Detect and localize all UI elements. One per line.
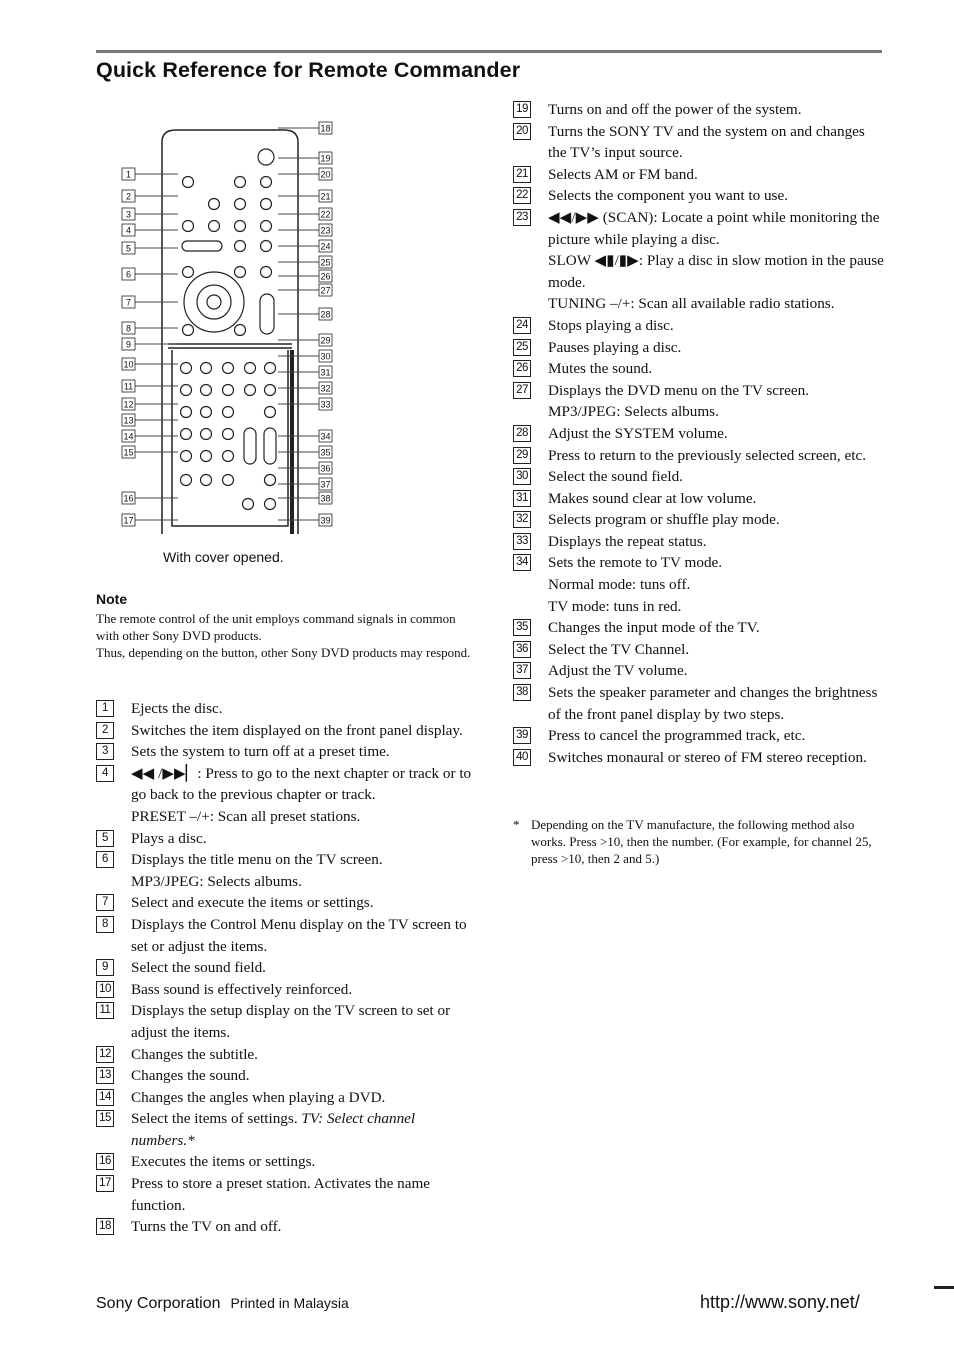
remote-button [235, 241, 246, 252]
item-number-box: 19 [513, 101, 531, 118]
callout-label: 9 [125, 339, 132, 350]
reference-item [96, 1108, 472, 1151]
item-description [548, 358, 885, 380]
callout-label: 23 [320, 225, 331, 236]
item-description-line: PRESET –/+: Scan all preset stations. [131, 807, 361, 825]
item-description-line: Select and execute the items or settings. [131, 894, 374, 912]
item-description [548, 725, 885, 747]
remote-button [201, 429, 212, 440]
remote-button [223, 475, 234, 486]
remote-button [181, 429, 192, 440]
footer-company-block [96, 1295, 349, 1313]
item-description-line: Press to store a preset station. Activates the name function. [131, 1175, 431, 1214]
reference-item [96, 1087, 472, 1109]
callout-label: 30 [320, 351, 331, 362]
callout-label: 36 [320, 463, 331, 474]
remote-illustration [118, 114, 340, 542]
reference-item [96, 849, 472, 892]
callout-label: 22 [320, 209, 331, 220]
item-number-box: 29 [513, 447, 531, 464]
reference-item [96, 1173, 472, 1216]
volume-rocker [260, 294, 274, 334]
item-description [131, 957, 472, 979]
reference-item [513, 185, 885, 207]
reference-item [513, 682, 885, 725]
remote-button [223, 451, 234, 462]
item-number-box: 6 [96, 851, 114, 868]
item-number-box: 7 [96, 894, 114, 911]
tv-volume-rocker [264, 428, 276, 464]
item-number-box: 4 [96, 765, 114, 782]
edge-mark [934, 1286, 954, 1289]
item-number-box: 11 [96, 1002, 114, 1019]
item-number-box: 15 [96, 1110, 114, 1127]
item-description-line: Makes sound clear at low volume. [548, 489, 757, 507]
item-number-box: 13 [96, 1067, 114, 1084]
reference-item [513, 531, 885, 553]
reference-list-right [513, 99, 885, 768]
remote-button [261, 241, 272, 252]
reference-list-left [96, 698, 472, 1238]
enter-button [207, 295, 221, 309]
item-number-box: 23 [513, 209, 531, 226]
item-description-line: Displays the Control Menu display on the TV screen to set or adjust the items. [131, 915, 467, 955]
item-description [131, 1000, 472, 1043]
item-description-line: SLOW ◀▮/▮▶: Play a disc in slow motion in the pause mode. [548, 252, 884, 291]
item-number-box: 35 [513, 619, 531, 636]
remote-button [181, 451, 192, 462]
item-number-box: 14 [96, 1089, 114, 1106]
item-description-line: Turns the TV on and off. [131, 1218, 282, 1236]
note-line: Thus, depending on the button, other Sony DVD products may respond. [96, 645, 471, 660]
item-description [548, 617, 885, 639]
remote-button [265, 385, 276, 396]
item-description [548, 164, 885, 186]
item-number-box: 24 [513, 317, 531, 334]
callout-label: 10 [123, 359, 134, 370]
remote-button [261, 199, 272, 210]
item-description [131, 914, 472, 957]
callout-label: 26 [320, 271, 331, 282]
item-number-box: 21 [513, 166, 531, 183]
item-description-line: ◀◀ /▶▶▏: Press to go to the next chapter or track or to go back to the previous chapter or track. [131, 764, 472, 804]
item-description [548, 423, 885, 445]
item-description-line: Select the sound field. [548, 468, 683, 486]
remote-button [181, 363, 192, 374]
item-number-box: 37 [513, 662, 531, 679]
item-description-line: Executes the items or settings. [131, 1153, 316, 1171]
reference-item [513, 617, 885, 639]
item-number-box: 32 [513, 511, 531, 528]
item-description [548, 315, 885, 337]
item-description [548, 99, 885, 121]
reference-item [513, 207, 885, 315]
item-number-box: 27 [513, 382, 531, 399]
item-number-box: 25 [513, 339, 531, 356]
item-number-box: 1 [96, 700, 114, 717]
remote-button [209, 199, 220, 210]
item-number-box: 30 [513, 468, 531, 485]
remote-button [201, 385, 212, 396]
item-description-line: Selects program or shuffle play mode. [548, 511, 780, 529]
item-number-box: 2 [96, 722, 114, 739]
reference-item [513, 315, 885, 337]
item-number-box: 40 [513, 749, 531, 766]
item-description-line: Stops playing a disc. [548, 316, 674, 334]
item-description [131, 1044, 472, 1066]
remote-button [181, 475, 192, 486]
callout-label: 2 [125, 191, 132, 202]
item-description-italic: TV: Select channel numbers.* [131, 1110, 416, 1149]
remote-button [265, 407, 276, 418]
remote-button [258, 149, 274, 165]
item-description-line: Displays the repeat status. [548, 532, 707, 550]
reference-item [513, 747, 885, 769]
item-number-box: 34 [513, 554, 531, 571]
callout-label: 7 [125, 297, 132, 308]
item-number-box: 12 [96, 1046, 114, 1063]
remote-button [245, 363, 256, 374]
page-title: Quick Reference for Remote Commander [96, 58, 521, 82]
callout-label: 25 [320, 257, 331, 268]
item-number-box: 28 [513, 425, 531, 442]
remote-button [261, 177, 272, 188]
footnote-mark: * [513, 817, 520, 832]
remote-button [183, 267, 194, 278]
item-description [131, 1173, 472, 1216]
footnote [513, 816, 885, 867]
callout-label: 17 [123, 515, 134, 526]
callout-label: 15 [123, 447, 134, 458]
item-description-line: Displays the setup display on the TV screen to set or adjust the items. [131, 1002, 451, 1041]
item-description-line: Normal mode: tuns off. [548, 576, 691, 594]
item-description [131, 1151, 472, 1173]
item-description [548, 488, 885, 510]
remote-button [201, 363, 212, 374]
item-description [548, 509, 885, 531]
reference-item [513, 164, 885, 186]
callout-label: 4 [125, 225, 132, 236]
reference-item [513, 488, 885, 510]
item-description [131, 1087, 472, 1109]
item-description-line: ◀◀/▶▶ (SCAN): Locate a point while monitoring the picture while playing a disc. [548, 208, 880, 248]
item-description [131, 741, 472, 763]
reference-item [96, 720, 472, 742]
reference-item [96, 979, 472, 1001]
callout-label: 8 [125, 323, 132, 334]
remote-button [261, 267, 272, 278]
remote-button [183, 177, 194, 188]
item-number-box: 18 [96, 1218, 114, 1235]
reference-item [96, 828, 472, 850]
reference-item [96, 763, 472, 828]
callout-label: 31 [320, 367, 331, 378]
item-description-line: Changes the sound. [131, 1067, 250, 1085]
item-description-line: Pauses playing a disc. [548, 338, 682, 356]
remote-buttons [181, 149, 277, 510]
item-description [131, 1216, 472, 1238]
item-number-box: 20 [513, 123, 531, 140]
item-description-line: Changes the input mode of the TV. [548, 619, 760, 637]
remote-button [223, 429, 234, 440]
remote-button [235, 325, 246, 336]
remote-button [265, 475, 276, 486]
item-number-box: 31 [513, 490, 531, 507]
item-number-box: 38 [513, 684, 531, 701]
item-description [131, 892, 472, 914]
item-description [131, 763, 472, 828]
remote-button [243, 499, 254, 510]
remote-button [245, 385, 256, 396]
item-description-line: Mutes the sound. [548, 360, 653, 378]
item-description-line: Adjust the SYSTEM volume. [548, 424, 728, 442]
item-description [131, 720, 472, 742]
reference-item [513, 423, 885, 445]
item-description-line: Select the items of settings. [131, 1110, 302, 1128]
reference-item [513, 445, 885, 467]
item-description [548, 682, 885, 725]
item-number-box: 10 [96, 981, 114, 998]
item-description [131, 1108, 472, 1151]
item-description [548, 121, 885, 164]
remote-button [261, 221, 272, 232]
callout-label: 5 [125, 243, 132, 254]
remote-button [201, 451, 212, 462]
item-description-line: TV mode: tuns in red. [548, 597, 682, 615]
reference-item [96, 957, 472, 979]
remote-button [201, 407, 212, 418]
item-description-line: Ejects the disc. [131, 700, 223, 717]
footer-printed: Printed in Malaysia [230, 1295, 349, 1311]
note-line: The remote control of the unit employs command signals in common with other Sony DVD products. [96, 611, 456, 643]
item-number-box: 36 [513, 641, 531, 658]
reference-item [96, 1151, 472, 1173]
item-number-box: 17 [96, 1175, 114, 1192]
callout-label: 14 [123, 431, 134, 442]
footnote-text: Depending on the TV manufacture, the following method also works. Press >10, then the number. (For example, for channel 25, press >10, then 2 and 5.) [531, 817, 872, 866]
callout-label: 21 [320, 191, 331, 202]
reference-item [96, 1216, 472, 1238]
item-description-line: Selects AM or FM band. [548, 165, 698, 183]
item-description [131, 698, 472, 720]
item-description-line: Changes the subtitle. [131, 1045, 258, 1063]
item-number-box: 33 [513, 533, 531, 550]
callout-label: 18 [320, 123, 331, 134]
callout-label: 3 [125, 209, 132, 220]
figure-caption: With cover opened. [163, 549, 284, 565]
callout-label: 1 [125, 169, 132, 180]
callout-label: 37 [320, 479, 331, 490]
remote-button [201, 475, 212, 486]
remote-button [183, 325, 194, 336]
callout-label: 6 [125, 269, 132, 280]
reference-item [513, 725, 885, 747]
remote-button [235, 199, 246, 210]
item-description [548, 466, 885, 488]
item-number-box: 5 [96, 830, 114, 847]
item-description-line: Displays the title menu on the TV screen. [131, 851, 383, 869]
item-description-line: Select the sound field. [131, 959, 266, 977]
item-number-box: 9 [96, 959, 114, 976]
item-description-line: Adjust the TV volume. [548, 662, 688, 680]
item-description-line: Switches the item displayed on the front panel display. [131, 721, 463, 739]
reference-item [513, 121, 885, 164]
item-description [548, 337, 885, 359]
item-description-line: MP3/JPEG: Selects albums. [131, 872, 302, 890]
item-number-box: 16 [96, 1153, 114, 1170]
callout-label: 27 [320, 285, 331, 296]
reference-item [96, 1044, 472, 1066]
reference-item [513, 466, 885, 488]
item-description-line: Changes the angles when playing a DVD. [131, 1088, 386, 1106]
channel-rocker [244, 428, 256, 464]
remote-button [181, 407, 192, 418]
callout-label: 34 [320, 431, 331, 442]
item-description-line: TUNING –/+: Scan all available radio stations. [548, 295, 835, 313]
reference-item [513, 639, 885, 661]
callout-label: 13 [123, 415, 134, 426]
reference-item [513, 337, 885, 359]
remote-button [223, 407, 234, 418]
item-description-line: Press to return to the previously selected screen, etc. [548, 446, 866, 464]
remote-button [181, 385, 192, 396]
item-description [131, 979, 472, 1001]
play-button [182, 241, 222, 251]
reference-item [96, 1065, 472, 1087]
item-description [131, 1065, 472, 1087]
reference-item [96, 914, 472, 957]
callout-label: 39 [320, 515, 331, 526]
callout-label: 33 [320, 399, 331, 410]
item-description-line: Select the TV Channel. [548, 640, 690, 658]
callout-label: 24 [320, 241, 331, 252]
item-description [548, 531, 885, 553]
remote-button [235, 221, 246, 232]
callout-label: 29 [320, 335, 331, 346]
reference-item [513, 380, 885, 423]
footer-url: http://www.sony.net/ [700, 1292, 860, 1312]
reference-item [96, 1000, 472, 1043]
item-description-line: Sets the speaker parameter and changes the brightness of the front panel display by two steps. [548, 684, 878, 723]
callout-label: 35 [320, 447, 331, 458]
reference-item [513, 660, 885, 682]
callout-label: 32 [320, 383, 331, 394]
callout-label: 38 [320, 493, 331, 504]
reference-item [513, 552, 885, 617]
reference-item [513, 509, 885, 531]
item-description [548, 445, 885, 467]
item-description [548, 207, 885, 315]
callout-label: 12 [123, 399, 134, 410]
item-description [131, 849, 472, 892]
item-description-line: Displays the DVD menu on the TV screen. [548, 381, 809, 399]
item-description-line: Selects the component you want to use. [548, 187, 788, 205]
callout-label: 28 [320, 309, 331, 320]
item-description [548, 185, 885, 207]
remote-button [265, 363, 276, 374]
item-description-line: Turns the SONY TV and the system on and changes the TV’s input source. [548, 122, 865, 162]
remote-button [223, 385, 234, 396]
item-description [548, 747, 885, 769]
reference-item [96, 698, 472, 720]
item-description [548, 639, 885, 661]
remote-button [235, 177, 246, 188]
item-number-box: 8 [96, 916, 114, 933]
reference-item [513, 358, 885, 380]
remote-button [265, 499, 276, 510]
reference-item [513, 99, 885, 121]
remote-button [183, 221, 194, 232]
item-number-box: 39 [513, 727, 531, 744]
reference-item [96, 892, 472, 914]
item-number-box: 22 [513, 187, 531, 204]
note-body [96, 610, 472, 661]
title-rule [96, 50, 882, 53]
callout-label: 19 [320, 153, 331, 164]
footer-company: Sony Corporation [96, 1295, 221, 1312]
item-number-box: 3 [96, 743, 114, 760]
item-description-line: Press to cancel the programmed track, etc. [548, 727, 806, 745]
item-number-box: 26 [513, 360, 531, 377]
reference-item [96, 741, 472, 763]
item-description-line: Plays a disc. [131, 829, 207, 847]
item-description-line: Bass sound is effectively reinforced. [131, 980, 353, 998]
item-description [548, 660, 885, 682]
item-description-line: Sets the remote to TV mode. [548, 554, 723, 572]
remote-button [235, 267, 246, 278]
item-description [548, 552, 885, 617]
callout-label: 20 [320, 169, 331, 180]
item-description-line: Turns on and off the power of the system. [548, 101, 802, 118]
callout-label: 11 [123, 381, 134, 392]
note-heading: Note [96, 591, 128, 607]
remote-button [223, 363, 234, 374]
item-description-line: Sets the system to turn off at a preset time. [131, 743, 390, 761]
remote-button [209, 221, 220, 232]
callout-label: 16 [123, 493, 134, 504]
item-description [548, 380, 885, 423]
item-description-line: Switches monaural or stereo of FM stereo reception. [548, 748, 867, 766]
item-description-line: MP3/JPEG: Selects albums. [548, 403, 719, 421]
item-description [131, 828, 472, 850]
